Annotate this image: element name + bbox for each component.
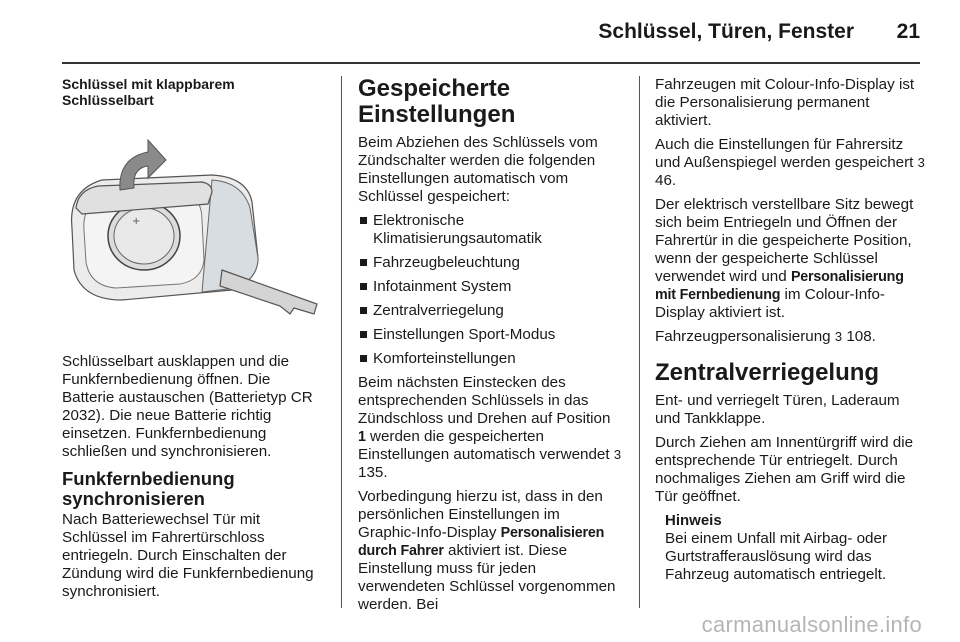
page-ref-arrow-icon: 3 <box>613 447 622 462</box>
page-ref-arrow-icon: 3 <box>834 329 843 344</box>
paragraph-door-handle: Durch Ziehen am Innentürgriff wird die entsprechende Tür entriegelt. Durch nochmaliges Ziehen am Griff wird die Tür geöffnet. <box>655 434 914 505</box>
note-box <box>665 512 925 584</box>
section-heading-sync: Funkfernbedienung synchronisieren <box>62 468 235 509</box>
page-ref-arrow-icon: 3 <box>917 155 925 170</box>
column-3 <box>655 76 925 584</box>
bullet-icon <box>360 355 367 362</box>
page-ref[interactable]: 46. <box>655 172 677 189</box>
section-heading-folding-key: Schlüssel mit klappbarem Schlüsselbart <box>62 76 235 108</box>
column-divider-2 <box>639 76 640 608</box>
paragraph-vehicle-personalization: Fahrzeugpersonalisierung 3 108. <box>655 328 876 345</box>
column-1 <box>62 76 326 607</box>
section-heading-saved-settings: Gespeicherte Einstellungen <box>358 75 516 128</box>
bullet-icon <box>360 283 367 290</box>
ignition-position: 1 <box>358 429 366 445</box>
paragraph-central-locking: Ent- und verriegelt Türen, Laderaum und Tankklappe. <box>655 392 900 427</box>
page-header <box>62 18 920 50</box>
bullet-icon <box>360 307 367 314</box>
paragraph-saved-intro: Beim Abziehen des Schlüssels vom Zündschalter werden die folgenden Einstellungen automatisch vom Schlüssel gespeichert: <box>358 134 598 205</box>
list-item: Infotainment System <box>358 278 622 296</box>
column-2 <box>358 76 622 620</box>
paragraph-seat-mirror: Auch die Einstellungen für Fahrersitz und Außenspiegel werden gespeichert 3 46. <box>655 136 925 189</box>
svg-text:+: + <box>132 216 141 227</box>
list-item: Elektronische Klimatisierungsautomatik <box>358 212 622 248</box>
section-heading-central-locking: Zentralverriegelung <box>655 359 880 386</box>
list-item: Komforteinstellungen <box>358 350 622 368</box>
menu-setting-name: Personalisierung mit Fernbedienung <box>655 269 904 303</box>
chapter-title: Schlüssel, Türen, Fenster <box>598 20 854 43</box>
saved-settings-list <box>358 212 622 368</box>
note-text: Bei einem Unfall mit Airbag- oder Gurtstrafferauslösung wird das Fahrzeug automatisch entriegelt. <box>665 530 888 583</box>
bullet-icon <box>360 217 367 224</box>
menu-setting-name: Personalisieren durch Fahrer <box>358 525 605 559</box>
list-item: Fahrzeugbeleuchtung <box>358 254 622 272</box>
paragraph-battery-change: Schlüsselbart ausklappen und die Funkfernbedienung öffnen. Die Batterie austauschen (Batterietyp CR 2032). Die neue Batterie richtig einsetzen. Funkfernbedienung schließen und synchronisieren. <box>62 353 313 460</box>
page-number: 21 <box>896 20 920 43</box>
bullet-icon <box>360 331 367 338</box>
note-title: Hinweis <box>665 512 722 529</box>
paragraph-electric-seat: Der elektrisch verstellbare Sitz bewegt sich beim Entriegeln und Öffnen der Fahrertür in die gespeicherte Position, wenn der gespeicherte Schlüssel verwendet wird und Personalisierung mit Fernbedienung im Colour-Info-Display aktiviert ist. <box>655 196 914 321</box>
paragraph-colour-display: Fahrzeugen mit Colour-Info-Display ist die Personalisierung permanent aktiviert. <box>655 76 915 129</box>
paragraph-sync: Nach Batteriewechsel Tür mit Schlüssel im Fahrertürschloss entriegeln. Durch Einschalten der Zündung wird die Funkfernbedienung synchronisiert. <box>62 511 314 600</box>
paragraph-next-insert: Beim nächsten Einstecken des entsprechenden Schlüssels in das Zündschloss und Drehen auf Position 1 werden die gespeicherten Einstellungen automatisch verwendet 3 135. <box>358 374 622 481</box>
page-ref[interactable]: 135. <box>358 464 388 481</box>
list-item: Zentralverriegelung <box>358 302 622 320</box>
header-divider <box>62 62 920 64</box>
column-divider-1 <box>341 76 342 608</box>
page-ref[interactable]: 108. <box>846 328 876 345</box>
watermark: carmanualsonline.info <box>701 612 922 637</box>
key-battery-illustration <box>62 130 326 335</box>
paragraph-precondition: Vorbedingung hierzu ist, dass in den persönlichen Einstellungen im Graphic-Info-Display Personalisieren durch Fahrer aktiviert ist. Diese Einstellung muss für jeden verwendeten Schlüssel vorgenommen werden. Bei <box>358 488 616 613</box>
list-item: Einstellungen Sport-Modus <box>358 326 622 344</box>
bullet-icon <box>360 259 367 266</box>
